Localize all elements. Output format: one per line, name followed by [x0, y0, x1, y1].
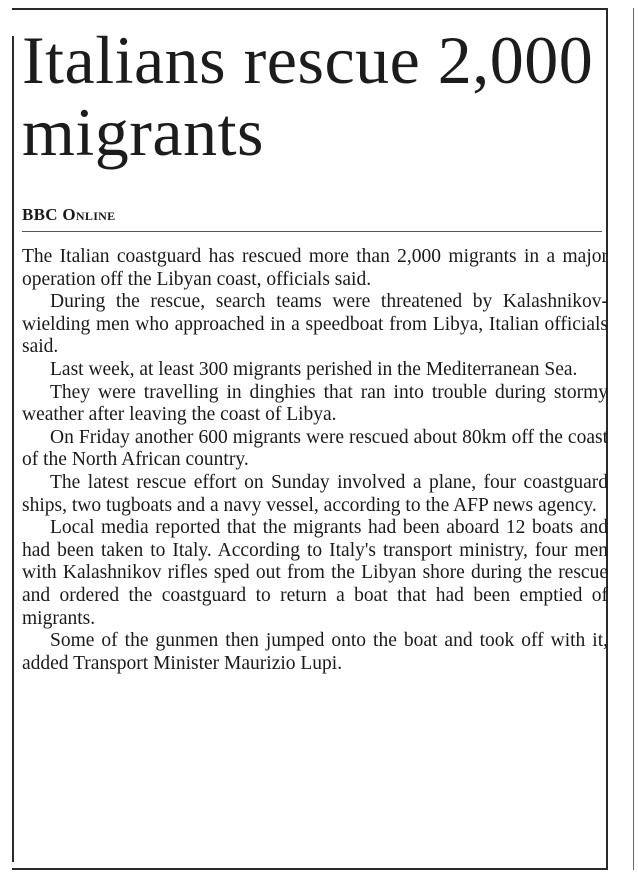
source-byline: BBC Online [22, 205, 116, 224]
top-rule [12, 8, 608, 10]
paragraph: The Italian coastguard has rescued more than 2,000 migrants in a major operation off the Libyan coast, officials said. [22, 246, 608, 290]
left-rule [12, 36, 14, 862]
article-body [22, 246, 608, 675]
paragraph: During the rescue, search teams were threatened by Kalashnikov-wielding men who approached in a speedboat from Libya, Italian officials said. [22, 291, 608, 358]
bottom-rule [12, 868, 608, 870]
byline-divider [22, 231, 602, 232]
paragraph: Some of the gunmen then jumped onto the boat and took off with it, added Transport Minister Maurizio Lupi. [22, 630, 608, 674]
paragraph: Last week, at least 300 migrants perished in the Mediterranean Sea. [50, 358, 578, 380]
paragraph: Local media reported that the migrants had been aboard 12 boats and had been taken to Italy. According to Italy's transport ministry, four men with Kalashnikov rifles sped out from the Libyan shore during the rescue and ordered the coastguard to return a boat that had been emptied of migrants. [22, 517, 608, 629]
paragraph: On Friday another 600 migrants were rescued about 80km off the coast of the North African country. [22, 426, 608, 471]
paragraph: The latest rescue effort on Sunday involved a plane, four coastguard ships, two tugboats and a navy vessel, according to the AFP news agency. [22, 471, 608, 516]
paragraph: They were travelling in dinghies that ran into trouble during stormy weather after leaving the coast of Libya. [22, 381, 608, 426]
headline: Italians rescue 2,000 migrants [22, 22, 594, 170]
far-right-rule [633, 8, 634, 870]
